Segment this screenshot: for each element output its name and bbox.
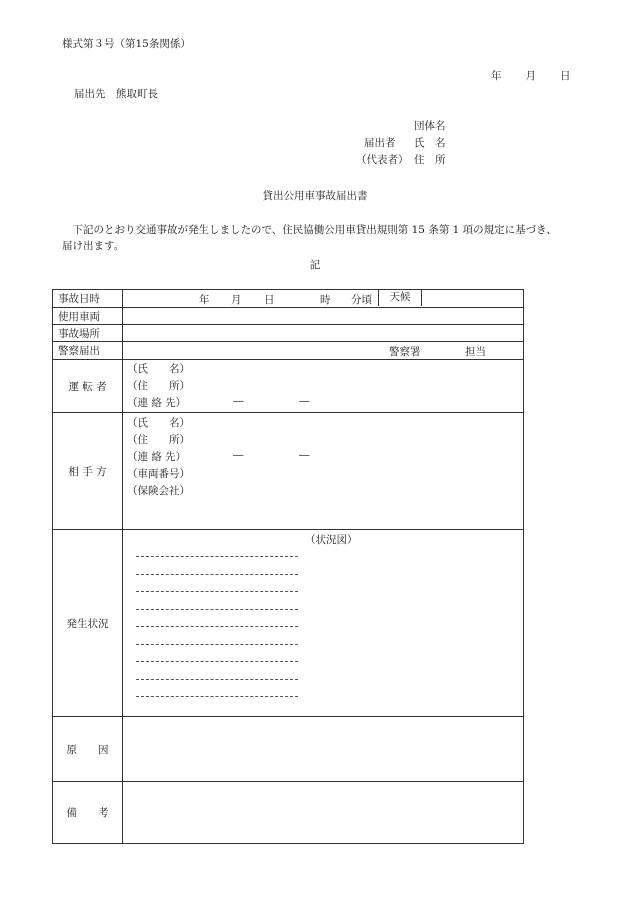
dt-hour: 時 — [320, 294, 331, 306]
row-cause — [53, 717, 524, 782]
weather-label: 天候 — [378, 289, 422, 306]
date-year-label: 年 — [491, 70, 502, 82]
name-label: 氏 名 — [414, 137, 446, 149]
party-contact-label: （連 絡 先） — [127, 451, 187, 463]
dt-month: 月 — [231, 294, 242, 306]
location-field[interactable] — [123, 325, 524, 342]
ki-heading: 記 — [309, 259, 321, 271]
body-line-1: 下記のとおり交通事故が発生しましたので、住民協働公用車貸出規則第 15 条第 1 項の規定に基づき、 — [62, 224, 557, 236]
police-label: 警察届出 — [53, 342, 123, 360]
submission-date — [491, 68, 571, 83]
date-day-label: 日 — [560, 70, 571, 82]
situation-label: 発生状況 — [53, 530, 123, 717]
other-party-field[interactable] — [123, 413, 524, 530]
row-vehicle — [53, 308, 524, 325]
writing-line — [136, 679, 298, 680]
police-station-label: 警察署 — [389, 346, 421, 358]
writing-line — [136, 696, 298, 697]
remarks-field[interactable] — [123, 782, 524, 844]
accident-datetime-field[interactable] — [123, 290, 524, 308]
representative-label: （代表者） — [356, 154, 409, 166]
accident-datetime-label: 事故日時 — [53, 290, 123, 308]
situation-diagram-label: （状況図） — [305, 534, 358, 546]
row-driver — [53, 360, 524, 413]
row-situation — [53, 530, 524, 717]
party-contact-dash-1: ― — [233, 449, 244, 461]
address-label: 住 所 — [414, 154, 446, 166]
date-month-label: 月 — [525, 70, 536, 82]
document-title: 貸出公用車事故届出書 — [262, 190, 368, 202]
writing-line — [136, 556, 298, 557]
driver-field[interactable] — [123, 360, 524, 413]
row-police — [53, 342, 524, 360]
dt-day: 日 — [264, 294, 275, 306]
writing-line — [136, 574, 298, 575]
body-line-2: 届け出ます。 — [62, 240, 125, 252]
accident-report-table — [52, 289, 524, 844]
driver-name-label: （氏 名） — [127, 363, 190, 375]
writing-line — [136, 661, 298, 662]
cause-field[interactable] — [123, 717, 524, 782]
driver-contact-dash-1: ― — [233, 395, 244, 407]
party-insurance-label: （保険会社） — [127, 485, 190, 497]
dt-year: 年 — [199, 294, 210, 306]
row-remarks — [53, 782, 524, 844]
party-contact-dash-2: ― — [299, 449, 310, 461]
org-name-label: 団体名 — [414, 120, 446, 132]
driver-contact-label: （連 絡 先） — [127, 397, 187, 409]
body-text — [62, 222, 572, 254]
row-accident-datetime — [53, 290, 524, 308]
party-name-label: （氏 名） — [127, 417, 190, 429]
row-location — [53, 325, 524, 342]
vehicle-field[interactable] — [123, 308, 524, 325]
police-officer-label: 担当 — [465, 346, 486, 358]
dt-minute: 分頃 — [351, 294, 372, 306]
party-vehicle-no-label: （車両番号） — [127, 468, 190, 480]
driver-label: 運 転 者 — [53, 360, 123, 413]
situation-field[interactable] — [123, 530, 524, 717]
cause-label: 原 因 — [53, 717, 123, 782]
addressee: 届出先 熊取町長 — [74, 88, 158, 100]
party-address-label: （住 所） — [127, 434, 190, 446]
remarks-label: 備 考 — [53, 782, 123, 844]
row-other-party — [53, 413, 524, 530]
form-number: 様式第３号（第15条関係） — [62, 38, 191, 50]
driver-address-label: （住 所） — [127, 380, 190, 392]
writing-line — [136, 626, 298, 627]
police-field[interactable] — [123, 342, 524, 360]
other-party-label: 相 手 方 — [53, 413, 123, 530]
writing-line — [136, 644, 298, 645]
notifier-label: 届出者 — [364, 137, 396, 149]
vehicle-label: 使用車両 — [53, 308, 123, 325]
location-label: 事故場所 — [53, 325, 123, 342]
writing-line — [136, 591, 298, 592]
driver-contact-dash-2: ― — [299, 395, 310, 407]
writing-line — [136, 609, 298, 610]
